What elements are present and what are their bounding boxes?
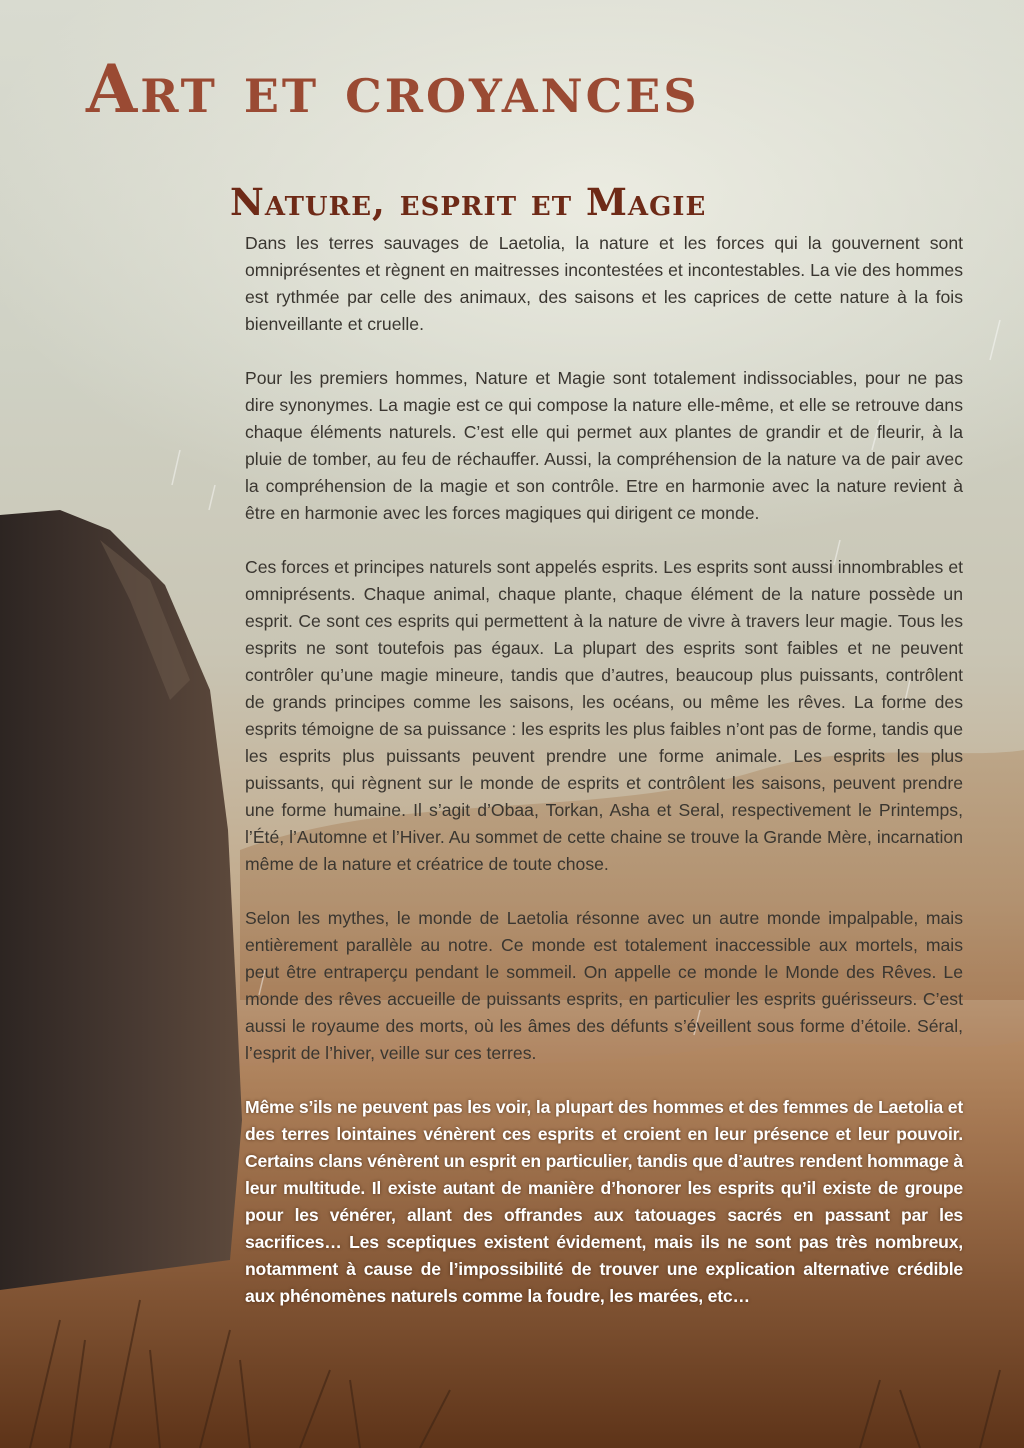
paragraph-highlight: Même s’ils ne peuvent pas les voir, la plupart des hommes et des femmes de Laetolia et des terres lointaines vénèrent ces esprits et croient en leur présence et leur pouvoir. Certains clans vénèrent un esprit en particulier, tandis que d’autres rendent hommage à leur multitude. Il existe autant de manière d’honorer les esprits qu’il existe de groupe pour les vénérer, allant des offrandes aux tatouages sacrés en passant par les sacrifices… Les sceptiques existent évidement, mais ils ne sont pas très nombreux, notamment à cause de l’impossibilité de trouver une explication alternative crédible aux phénomènes naturels comme la foudre, les marées, etc… [245,1097,963,1306]
paragraph: Ces forces et principes naturels sont appelés esprits. Les esprits sont aussi innombrables et omniprésents. Chaque animal, chaque plante, chaque élément de la nature possède un esprit. Ce sont ces esprits qui permettent à la nature de vivre à travers leur magie. Tous les esprits ne sont toutefois pas égaux. La plupart des esprits sont faibles et ne peuvent contrôler qu’une magie mineure, tandis que d’autres, beaucoup plus puissants, contrôlent de grands principes comme les saisons, les océans, ou même les rêves. La forme des esprits témoigne de sa puissance : les esprits les plus faibles n’ont pas de forme, tandis que les esprits plus puissants peuvent prendre une forme animale. Les esprits les plus puissants, qui règnent sur le monde de esprits et contrôlent les saisons, peuvent prendre une forme humaine. Il s’agit d’Obaa, Torkan, Asha et Seral, respectivement le Printemps, l’Été, l’Automne et l’Hiver. Au sommet de cette chaine se trouve la Grande Mère, incarnation même de la nature et créatrice de toute chose. [245,557,963,874]
section-subtitle: Nature, esprit et Magie [230,180,707,224]
paragraph: Pour les premiers hommes, Nature et Magie sont totalement indissociables, pour ne pas dire synonymes. La magie est ce qui compose la nature elle-même, et elle se retrouve dans chaque éléments naturels. C’est elle qui permet aux plantes de grandir et de fleurir, à la pluie de tomber, au feu de réchauffer. Aussi, la compréhension de la nature va de pair avec la compréhension de la magie et son contrôle. Etre en harmonie avec la nature revient à être en harmonie avec les forces magiques qui dirigent ce monde. [245,368,963,523]
paragraph: Selon les mythes, le monde de Laetolia résonne avec un autre monde impalpable, mais entièrement parallèle au notre. Ce monde est totalement inaccessible aux mortels, mais peut être entraperçu pendant le sommeil. On appelle ce monde le Monde des Rêves. Le monde des rêves accueille de puissants esprits, en particulier les esprits guérisseurs. C’est aussi le royaume des morts, où les âmes des défunts s’éveillent sous forme d’étoile. Séral, l’esprit de l’hiver, veille sur ces terres. [245,908,963,1063]
paragraph: Dans les terres sauvages de Laetolia, la nature et les forces qui la gouvernent sont omniprésentes et règnent en maitresses incontestées et incontestables. La vie des hommes est rythmée par celle des animaux, des saisons et les caprices de cette nature à la fois bienveillante et cruelle. [245,233,963,334]
body-text [245,230,963,1337]
standing-stone [0,510,242,1290]
page-title: Art et croyances [86,50,700,128]
